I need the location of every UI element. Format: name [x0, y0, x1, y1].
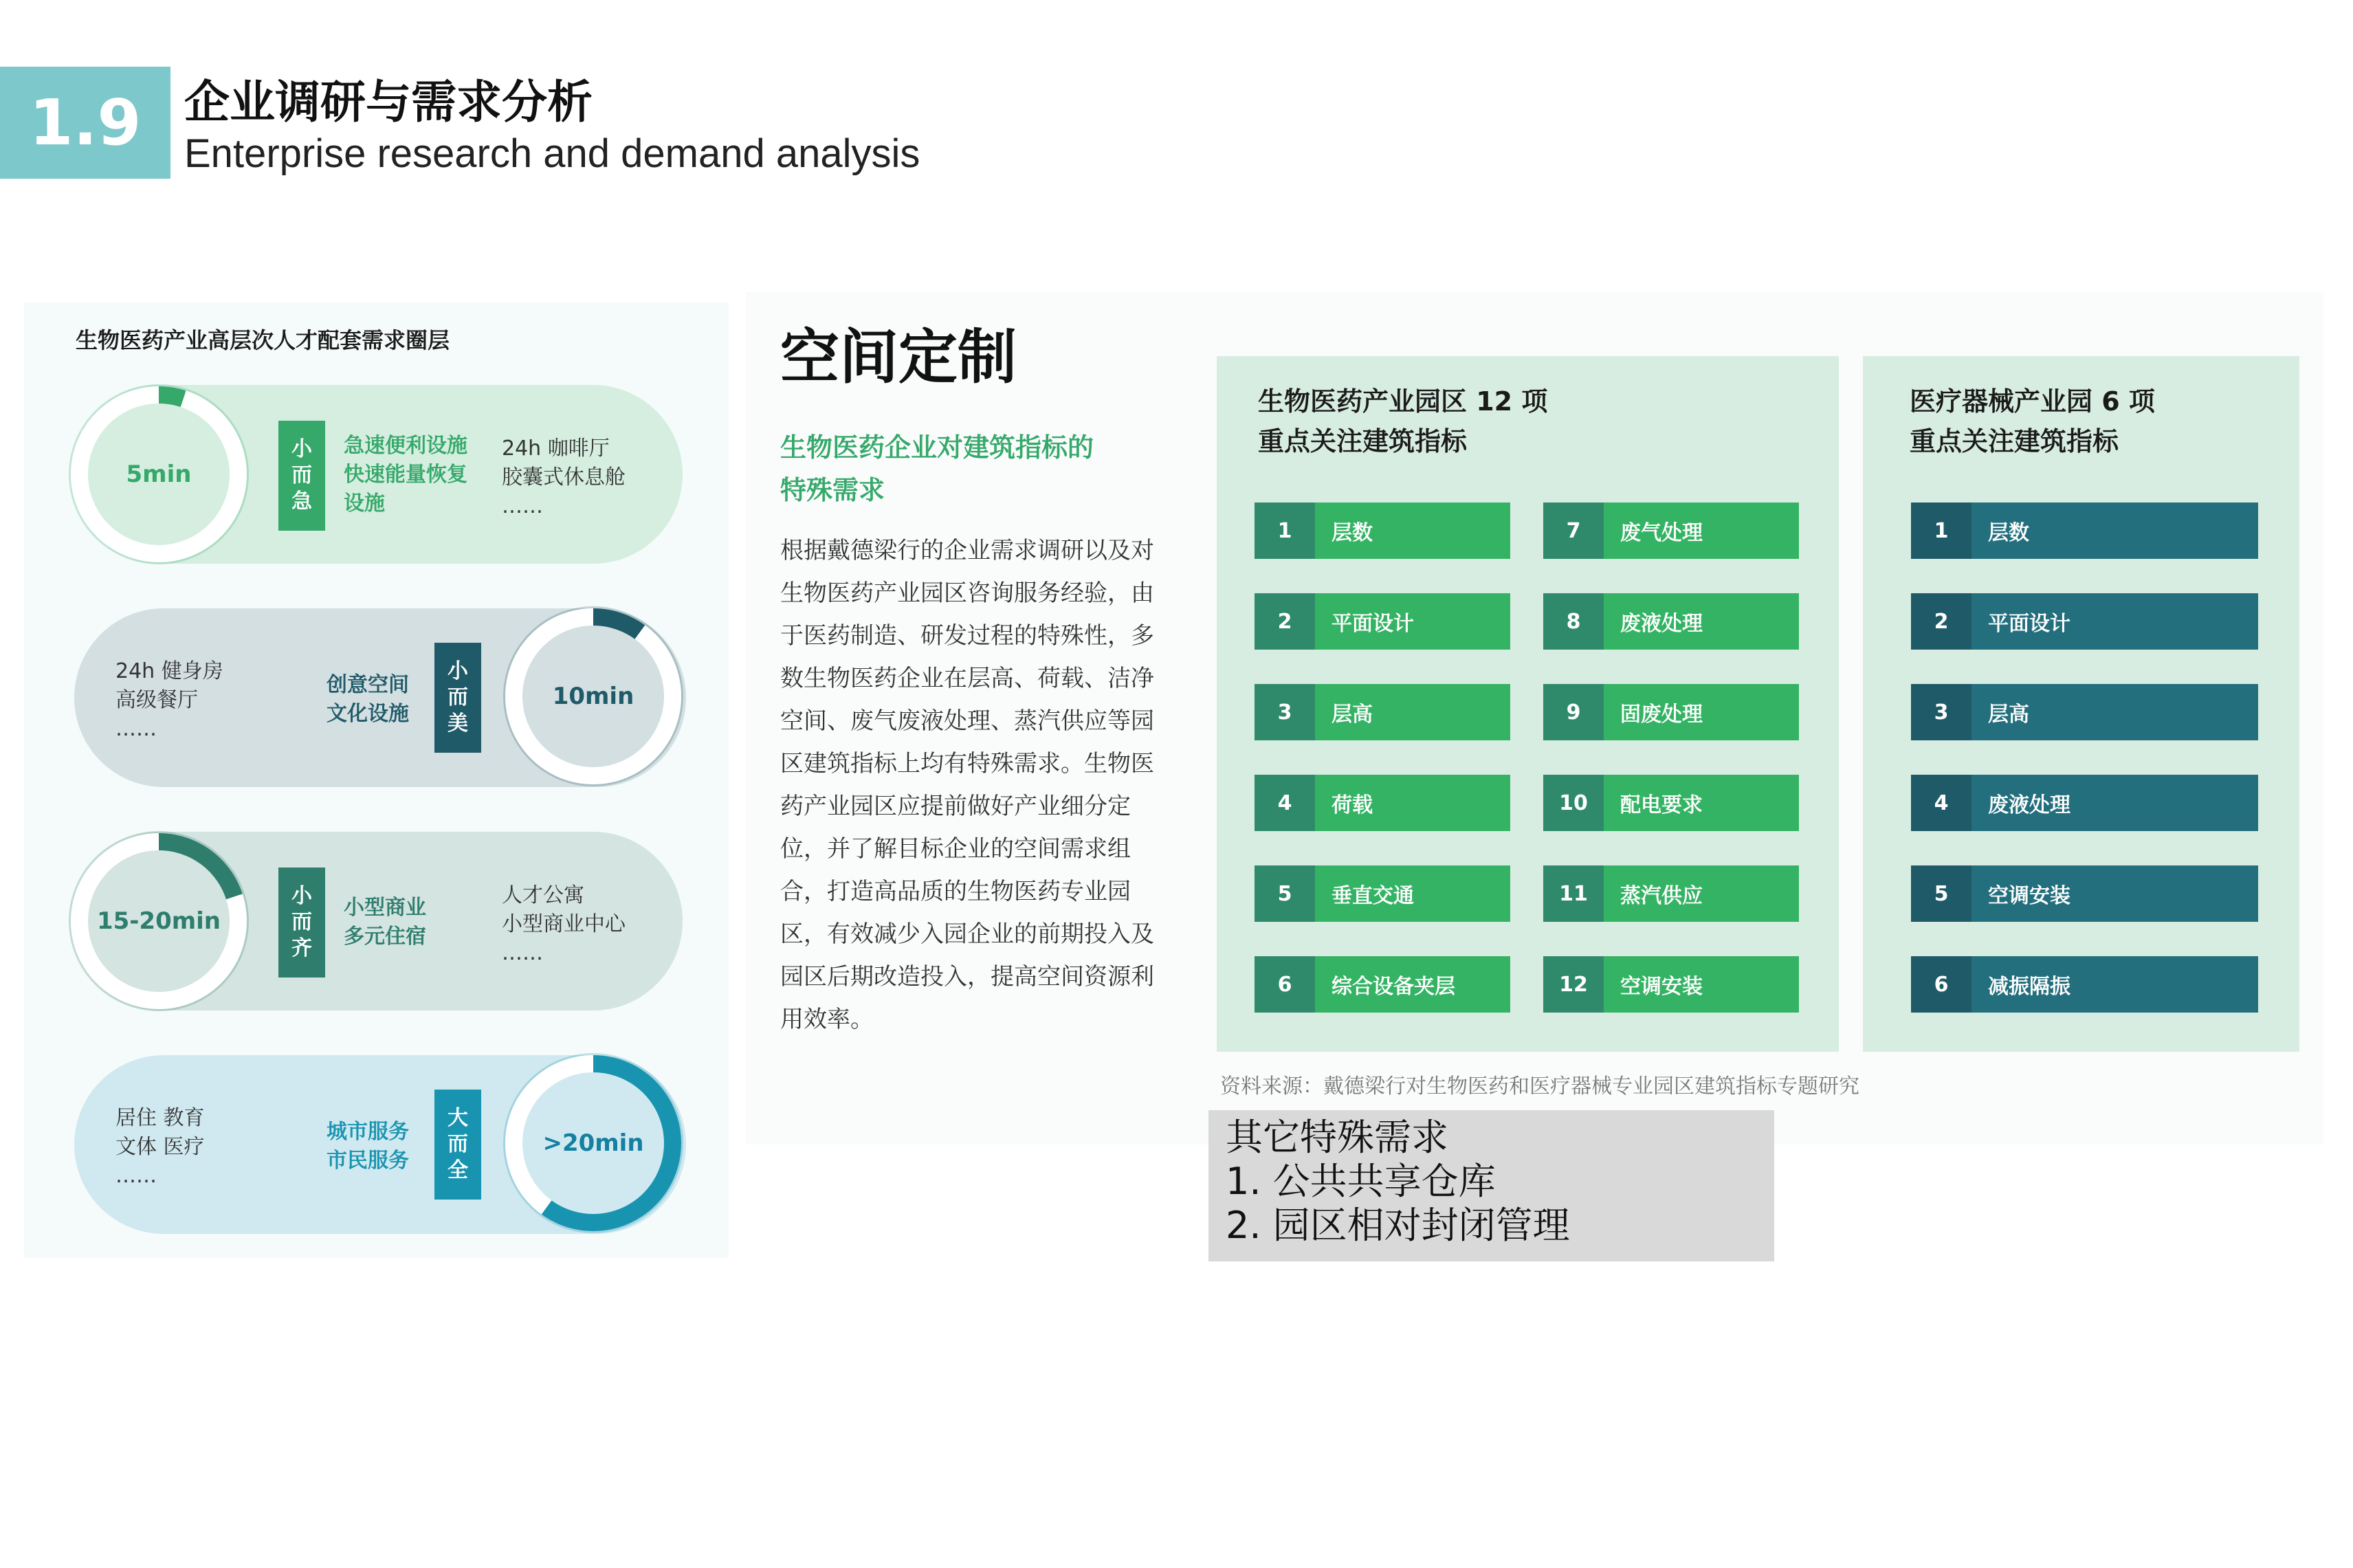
indicator-number: 1	[1911, 503, 1971, 559]
other-needs-item: 1. 公共共享仓库	[1226, 1160, 1496, 1203]
page-title: 企业调研与需求分析	[184, 76, 593, 129]
indicator-label: 空调安装	[1620, 975, 1703, 999]
tier-time: 5min	[88, 404, 230, 545]
indicator-label: 平面设计	[1988, 612, 2070, 636]
section-number: 1.9	[0, 67, 170, 179]
indicator-label: 废液处理	[1620, 612, 1703, 636]
other-needs-item: 2. 园区相对封闭管理	[1226, 1204, 1570, 1247]
indicator-label: 层高	[1988, 703, 2029, 727]
tag-char: 而	[448, 1132, 468, 1156]
indicator-number: 4	[1255, 775, 1315, 831]
indicator-number: 10	[1543, 775, 1604, 831]
tier-20min-ring	[505, 1055, 681, 1231]
indicator-label: 废液处理	[1988, 793, 2070, 817]
body-paragraph: 根据戴德梁行的企业需求调研以及对生物医药产业园区咨询服务经验，由于医药制造、研发过程的特殊性，多数生物医药企业在层高、荷载、洁净空间、废气废液处理、蒸汽供应等园区建筑指标上均有特殊需求。生物医药产业园区应提前做好产业细分定位，并了解目标企业的空间需求组合，打造高品质的生物医药专业园区，有效减少入园企业的前期投入及园区后期改造投入，提高空间资源利用效率。	[780, 537, 1154, 1033]
tier-10min-ring	[505, 608, 681, 784]
indicator-number: 9	[1543, 684, 1604, 740]
indicator-item	[1543, 865, 1799, 922]
indicator-item	[1255, 956, 1510, 1013]
indicator-label: 综合设备夹层	[1332, 975, 1455, 999]
tag-char: 大	[448, 1106, 468, 1130]
tier-examples: 24h 咖啡厅 胶囊式休息舱 ……	[502, 437, 626, 518]
tier-examples: 居住 教育 文体 医疗 ……	[115, 1106, 205, 1188]
tier-time: 10min	[522, 626, 664, 767]
tier-tag	[278, 421, 325, 531]
tier-tag	[434, 643, 481, 753]
tier-category: 小型商业 多元住宿	[344, 896, 426, 949]
tier-tag	[434, 1090, 481, 1200]
indicator-number: 12	[1543, 956, 1604, 1013]
indicator-item	[1543, 684, 1799, 740]
tag-char: 全	[448, 1158, 468, 1182]
tag-char: 小	[291, 884, 312, 908]
indicator-item	[1911, 956, 2258, 1013]
indicator-number: 6	[1255, 956, 1315, 1013]
indicator-item	[1543, 775, 1799, 831]
tier-time: >20min	[522, 1072, 664, 1214]
indicator-label: 废气处理	[1620, 521, 1703, 545]
tier-time: 15-20min	[88, 850, 230, 992]
indicator-label: 平面设计	[1332, 612, 1414, 636]
tag-char: 而	[291, 910, 312, 934]
indicator-item	[1543, 503, 1799, 559]
indicator-label: 垂直交通	[1332, 884, 1414, 908]
source-note: 资料来源：戴德梁行对生物医药和医疗器械专业园区建筑指标专题研究	[1220, 1074, 1859, 1098]
indicator-item	[1255, 503, 1510, 559]
bio-indicators-title: 生物医药产业园区 12 项 重点关注建筑指标	[1258, 386, 1548, 456]
indicator-number: 11	[1543, 865, 1604, 922]
tier-examples: 人才公寓 小型商业中心 ……	[502, 883, 626, 965]
tag-char: 而	[291, 463, 312, 487]
indicator-item	[1255, 684, 1510, 740]
tier-15-20min-ring	[71, 833, 247, 1009]
special-demand-subtitle: 生物医药企业对建筑指标的 特殊需求	[780, 432, 1094, 505]
other-needs-heading: 其它特殊需求	[1226, 1116, 1448, 1159]
indicator-number: 3	[1911, 684, 1971, 740]
indicator-item	[1911, 775, 2258, 831]
indicator-item	[1911, 503, 2258, 559]
indicator-label: 层数	[1988, 521, 2029, 545]
indicator-item	[1255, 865, 1510, 922]
indicator-number: 7	[1543, 503, 1604, 559]
tag-char: 小	[448, 659, 468, 683]
indicator-number: 2	[1911, 593, 1971, 650]
other-needs-box	[1208, 1110, 1774, 1261]
indicator-number: 4	[1911, 775, 1971, 831]
indicator-label: 固废处理	[1620, 703, 1703, 727]
indicator-item	[1543, 956, 1799, 1013]
med-indicators-title: 医疗器械产业园 6 项 重点关注建筑指标	[1910, 386, 2155, 456]
tier-tag	[278, 868, 325, 978]
indicator-number: 8	[1543, 593, 1604, 650]
indicator-item	[1911, 684, 2258, 740]
tag-char: 小	[291, 437, 312, 461]
tier-category: 急速便利设施 快速能量恢复 设施	[344, 434, 467, 516]
indicator-number: 5	[1911, 865, 1971, 922]
indicator-item	[1543, 593, 1799, 650]
tier-examples: 24h 健身房 高级餐厅 ……	[115, 659, 223, 741]
indicator-number: 6	[1911, 956, 1971, 1013]
indicator-number: 2	[1255, 593, 1315, 650]
space-title: 空间定制	[780, 323, 1017, 392]
indicator-label: 层高	[1332, 703, 1373, 727]
tier-category: 创意空间 文化设施	[327, 673, 409, 726]
indicator-label: 荷载	[1332, 793, 1373, 817]
indicator-label: 空调安装	[1988, 884, 2070, 908]
tier-5min-ring	[71, 386, 247, 562]
tag-char: 急	[291, 489, 312, 514]
indicator-item	[1255, 593, 1510, 650]
page-subtitle: Enterprise research and demand analysis	[184, 131, 920, 176]
indicator-label: 减振隔振	[1988, 975, 2070, 999]
indicator-item	[1911, 865, 2258, 922]
indicator-number: 3	[1255, 684, 1315, 740]
tier-category: 城市服务 市民服务	[327, 1120, 409, 1173]
indicator-number: 5	[1255, 865, 1315, 922]
indicator-item	[1911, 593, 2258, 650]
tag-char: 而	[448, 685, 468, 709]
indicator-label: 层数	[1332, 521, 1373, 545]
tag-char: 美	[448, 711, 468, 736]
talent-demand-title: 生物医药产业高层次人才配套需求圈层	[76, 327, 450, 353]
tag-char: 齐	[291, 936, 312, 960]
indicator-label: 配电要求	[1620, 793, 1703, 817]
indicator-item	[1255, 775, 1510, 831]
indicator-number: 1	[1255, 503, 1315, 559]
indicator-label: 蒸汽供应	[1620, 884, 1703, 908]
